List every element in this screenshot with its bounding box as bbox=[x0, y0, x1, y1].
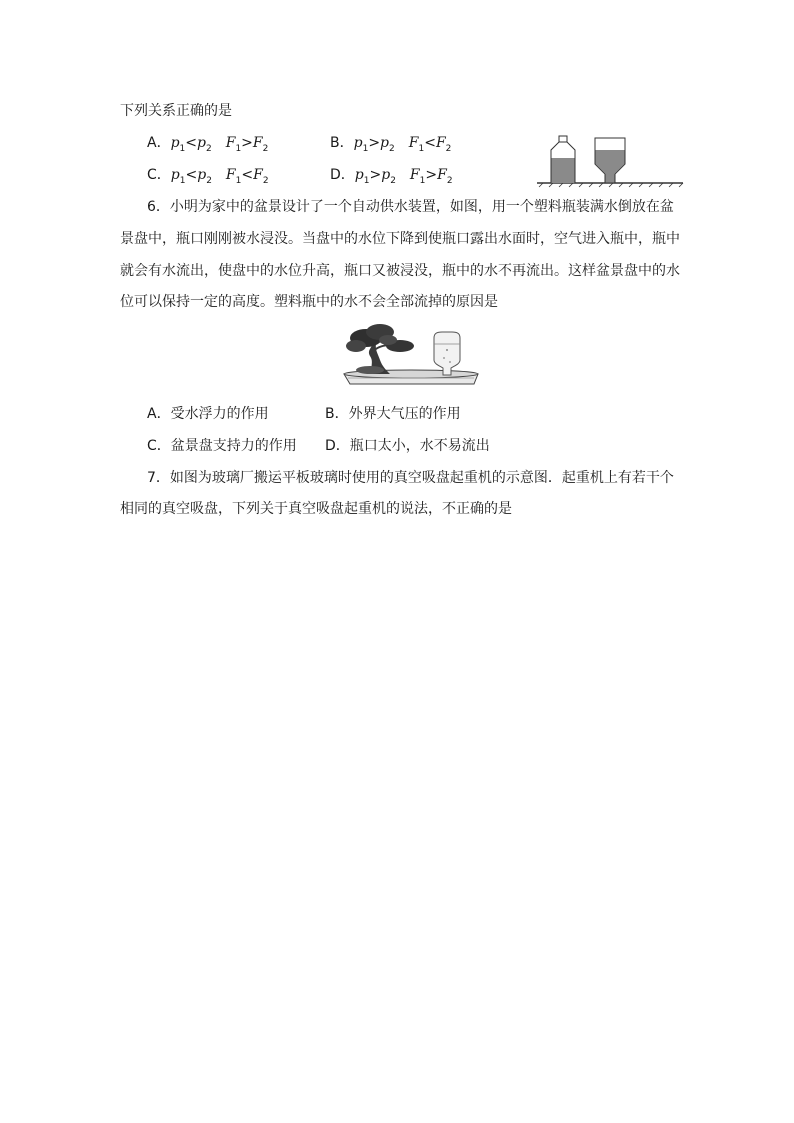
q6-option-b[interactable]: B．外界大气压的作用 bbox=[325, 406, 461, 422]
q5-option-c[interactable]: C．$p_1<p_2$ $F_1<F_2$ bbox=[147, 167, 269, 186]
bottles-figure bbox=[535, 130, 685, 190]
q5-intro: 下列关系正确的是 bbox=[120, 103, 232, 119]
q6-line-2: 景盘中，瓶口刚刚被水浸没。当盘中的水位下降到使瓶口露出水面时，空气进入瓶中，瓶中 bbox=[120, 231, 680, 247]
q6-option-a[interactable]: A．受水浮力的作用 bbox=[147, 406, 269, 422]
q6-line-3: 就会有水流出，使盘中的水位升高，瓶口又被浸没，瓶中的水不再流出。这样盆景盘中的水 bbox=[120, 263, 680, 279]
q6-line-1: 6．小明为家中的盆景设计了一个自动供水装置，如图，用一个塑料瓶装满水倒放在盆 bbox=[147, 199, 674, 215]
upright-bottle bbox=[551, 136, 575, 183]
inverted-plastic-bottle bbox=[434, 332, 460, 375]
q7-line-1: 7．如图为玻璃厂搬运平板玻璃时使用的真空吸盘起重机的示意图．起重机上有若干个 bbox=[147, 470, 674, 486]
q5-option-b[interactable]: B．$p_1>p_2$ $F_1<F_2$ bbox=[330, 135, 452, 154]
bonsai-tree bbox=[346, 324, 414, 374]
q7-line-2: 相同的真空吸盘，下列关于真空吸盘起重机的说法，不正确的是 bbox=[120, 501, 512, 517]
q6-option-c[interactable]: C．盆景盘支持力的作用 bbox=[147, 438, 297, 454]
q5-option-d[interactable]: D．$p_1>p_2$ $F_1>F_2$ bbox=[330, 167, 453, 186]
q6-option-d[interactable]: D．瓶口太小，水不易流出 bbox=[325, 438, 490, 454]
q6-line-4: 位可以保持一定的高度。塑料瓶中的水不会全部流掉的原因是 bbox=[120, 294, 498, 310]
bonsai-figure bbox=[340, 320, 482, 392]
q5-option-a[interactable]: A．$p_1<p_2$ $F_1>F_2$ bbox=[147, 135, 269, 154]
inverted-bottle bbox=[595, 138, 625, 183]
